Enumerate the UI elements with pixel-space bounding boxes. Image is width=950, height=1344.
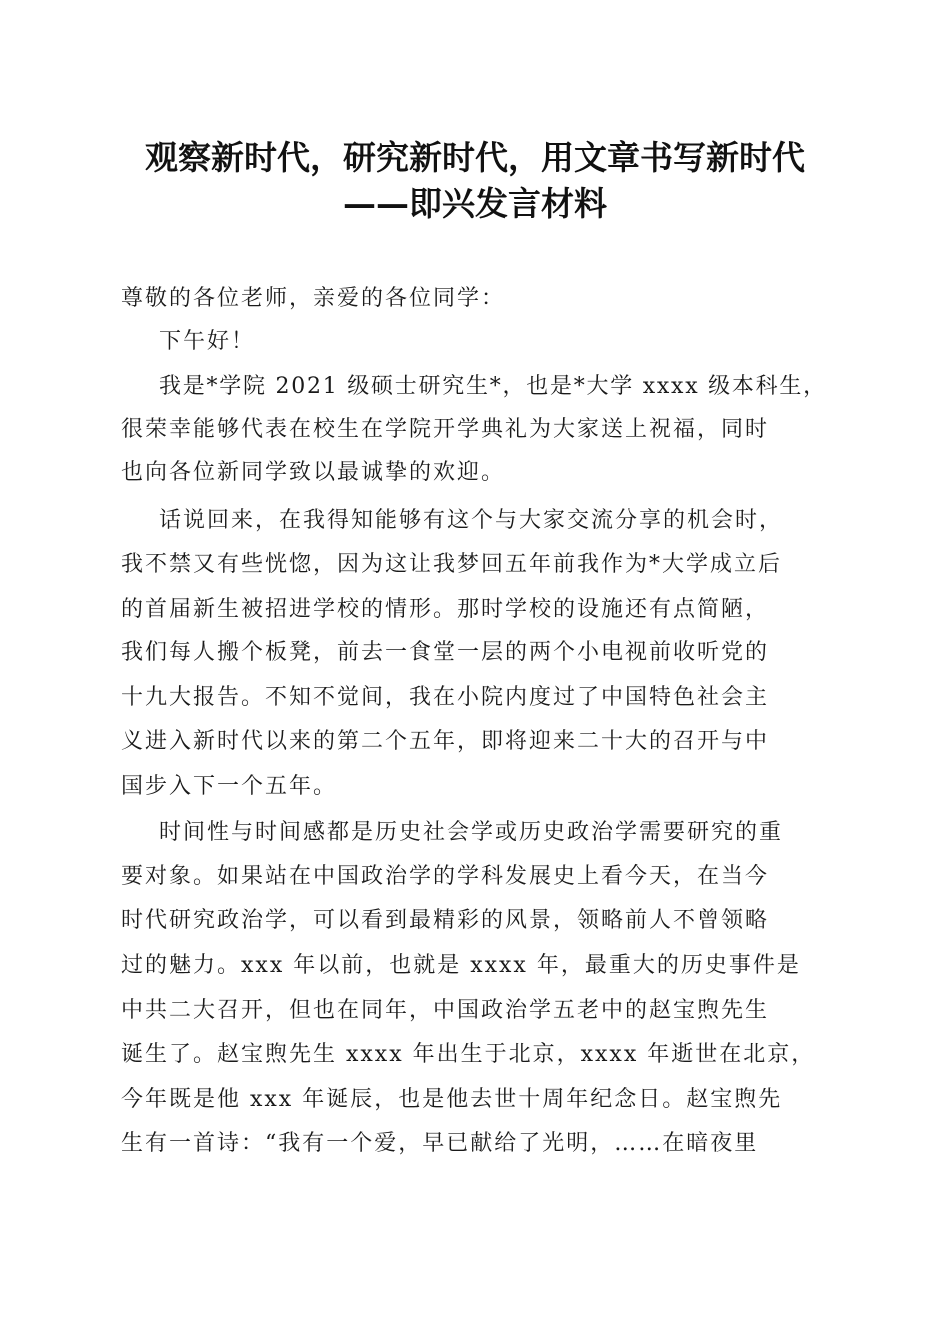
text-line: 我们每人搬个板凳，前去一食堂一层的两个小电视前收听党的 [121, 640, 770, 665]
text-line: 的首届新生被招进学校的情形。那时学校的设施还有点简陋， [121, 597, 770, 622]
text-line: 时代研究政治学，可以看到最精彩的风景，领略前人不曾领略 [121, 908, 770, 933]
text-line: 时间性与时间感都是历史社会学或历史政治学需要研究的重 [159, 820, 784, 845]
document-title: 观察新时代，研究新时代，用文章书写新时代 [145, 138, 805, 177]
text-line: 也向各位新同学致以最诚挚的欢迎。 [121, 460, 506, 485]
text-line: 中共二大召开，但也在同年，中国政治学五老中的赵宝煦先生 [121, 998, 770, 1023]
text-line: 生有一首诗：“我有一个爱，早已献给了光明，……在暗夜里 [121, 1131, 759, 1156]
text-line: 义进入新时代以来的第二个五年，即将迎来二十大的召开与中 [121, 729, 770, 754]
document-subtitle: ——即兴发言材料 [343, 184, 607, 223]
text-line: 话说回来，在我得知能够有这个与大家交流分享的机会时， [159, 508, 784, 533]
text-line: 要对象。如果站在中国政治学的学科发展史上看今天，在当今 [121, 864, 770, 889]
greeting: 下午好！ [159, 329, 256, 354]
text-line: 很荣幸能够代表在校生在学院开学典礼为大家送上祝福，同时 [121, 417, 770, 442]
text-line: 国步入下一个五年。 [121, 774, 338, 799]
text-line: 十九大报告。不知不觉间，我在小院内度过了中国特色社会主 [121, 685, 770, 710]
text-line: 今年既是他 xxx 年诞辰，也是他去世十周年纪念日。赵宝煦先 [121, 1087, 783, 1112]
text-line: 诞生了。赵宝煦先生 xxxx 年出生于北京，xxxx 年逝世在北京， [121, 1042, 816, 1067]
salutation: 尊敬的各位老师，亲爱的各位同学： [121, 286, 506, 311]
text-line: 我是*学院 2021 级硕士研究生*，也是*大学 xxxx 级本科生， [159, 374, 827, 399]
text-line: 我不禁又有些恍惚，因为这让我梦回五年前我作为*大学成立后 [121, 552, 783, 577]
text-line: 过的魅力。xxx 年以前，也就是 xxxx 年，最重大的历史事件是 [121, 953, 801, 978]
